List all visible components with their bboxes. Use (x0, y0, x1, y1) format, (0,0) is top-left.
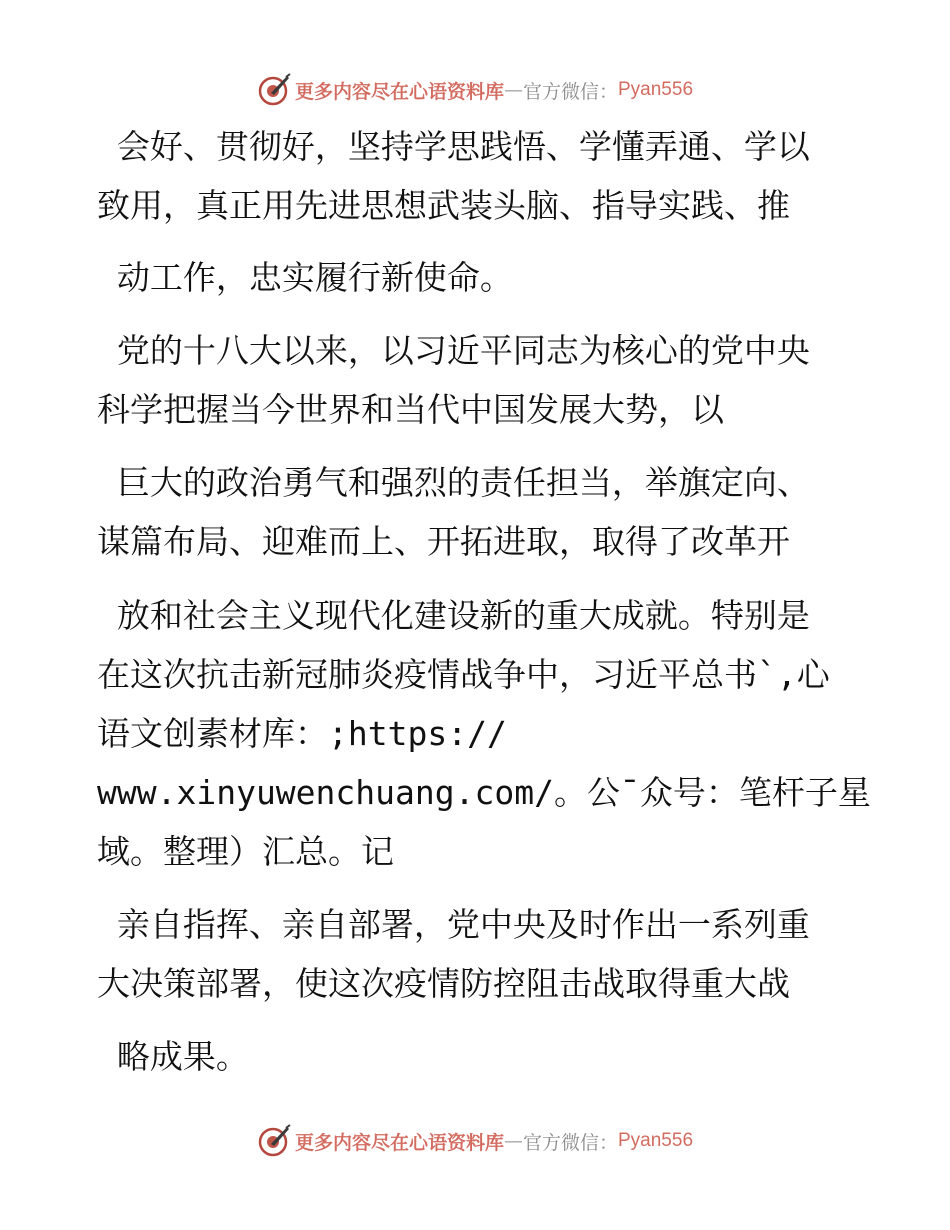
banner-dash: — (503, 79, 523, 101)
banner-wechat-label: 官方微信： (522, 80, 618, 103)
body-line: www.xinyuwenchuang.com/。公¯众号：笔杆子星 (97, 773, 871, 812)
banner-dash: — (503, 1130, 523, 1152)
body-line: 致用，真正用先进思想武装头脑、指导实践、推 (97, 186, 790, 225)
body-line: 巨大的政治勇气和强烈的责任担当，举旗定向、 (97, 463, 810, 502)
body-line: 科学把握当今世界和当代中国发展大势，以 (97, 390, 724, 429)
body-line: 动工作，忠实履行新使命。 (97, 258, 513, 297)
banner-wechat-id: Pyan556 (618, 1130, 694, 1151)
body-line: 略成果。 (97, 1037, 249, 1076)
body-line: 放和社会主义现代化建设新的重大成就。特别是 (97, 596, 810, 635)
body-line: 党的十八大以来，以习近平同志为核心的党中央 (97, 331, 810, 370)
banner-promo-text: 更多内容尽在心语资料库 (294, 1131, 504, 1154)
quill-ink-logo-icon (257, 1124, 291, 1158)
banner-wechat-label: 官方微信： (522, 1131, 618, 1154)
body-line: 语文创素材库：;https:// (97, 714, 507, 753)
body-line: 域。整理）汇总。记 (97, 832, 394, 871)
header-watermark-banner (0, 70, 950, 110)
body-line: 大决策部署，使这次疫情防控阻击战取得重大战 (97, 964, 790, 1003)
body-line: 在这次抗击新冠肺炎疫情战争中，习近平总书`,心 (97, 655, 830, 694)
quill-ink-logo-icon (257, 73, 291, 107)
body-line: 会好、贯彻好，坚持学思践悟、学懂弄通、学以 (97, 127, 810, 166)
body-line: 谋篇布局、迎难而上、开拓进取，取得了改革开 (97, 522, 790, 561)
footer-watermark-banner (0, 1121, 950, 1161)
body-line: 亲自指挥、亲自部署，党中央及时作出一系列重 (97, 905, 810, 944)
banner-promo-text: 更多内容尽在心语资料库 (294, 80, 504, 103)
banner-wechat-id: Pyan556 (618, 79, 694, 100)
